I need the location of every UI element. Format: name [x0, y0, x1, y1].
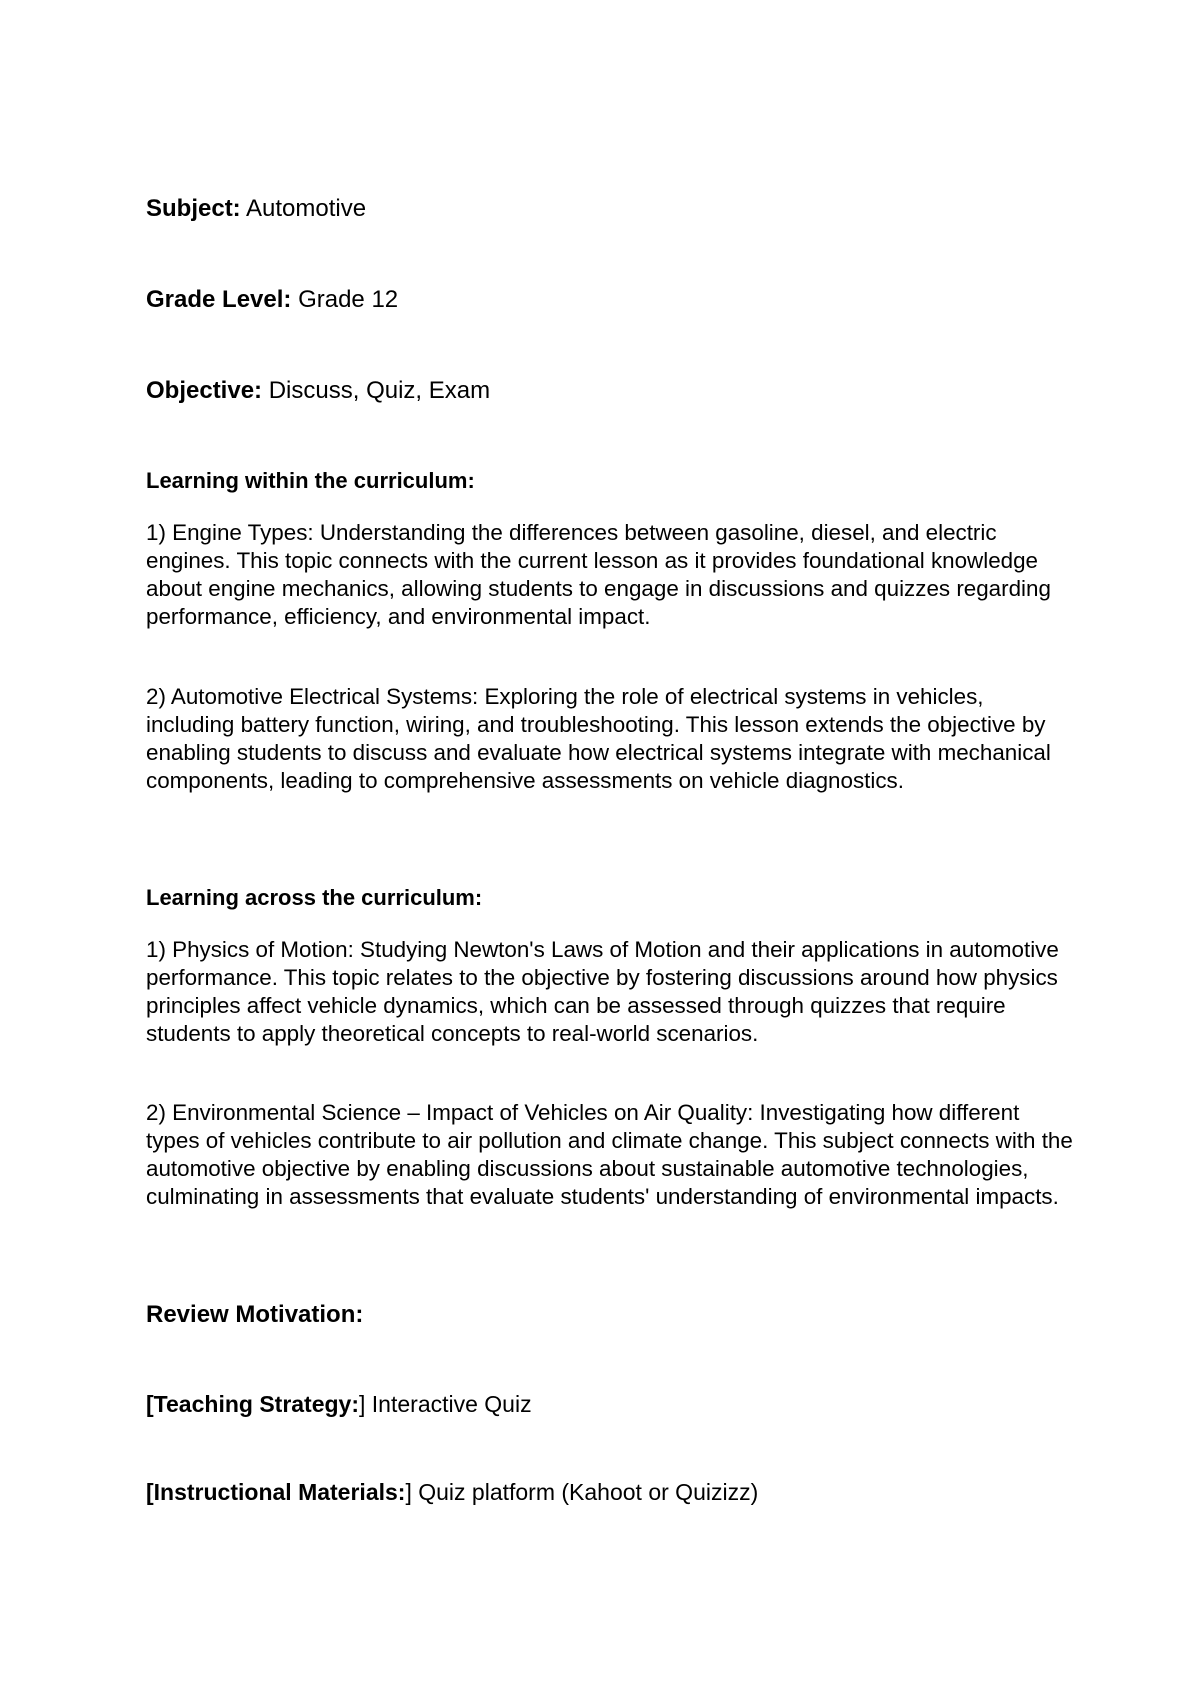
review-motivation-heading: Review Motivation: — [146, 1301, 364, 1328]
learning-across-heading: Learning across the curriculum: — [146, 885, 483, 910]
teaching-strategy-close-bracket: ] — [359, 1391, 366, 1417]
grade-level-value: Grade 12 — [298, 286, 399, 313]
instructional-materials-open-bracket: [ — [146, 1479, 154, 1505]
teaching-strategy-line — [146, 1389, 1076, 1419]
learning-within-item-2: 2) Automotive Electrical Systems: Exploring the role of electrical systems in vehicles, including battery function, wiring, and troubleshooting. This lesson extends the objective by enabling students to discuss and evaluate how electrical systems integrate with mechanical components, leading to comprehensive assessments on vehicle diagnostics. — [146, 684, 1051, 793]
learning-across-item-2: 2) Environmental Science – Impact of Vehicles on Air Quality: Investigating how different types of vehicles contribute to air pollution and climate change. This subject connects with the automotive objective by enabling discussions about sustainable automotive technologies, culminating in assessments that evaluate students' understanding of environmental impacts. — [146, 1100, 1073, 1209]
teaching-strategy-open-bracket: [ — [146, 1391, 154, 1417]
grade-level-label: Grade Level: — [146, 286, 292, 313]
objective-label: Objective: — [146, 377, 263, 404]
subject-line — [146, 194, 1076, 224]
instructional-materials-line — [146, 1477, 1076, 1507]
subject-label: Subject: — [146, 195, 241, 222]
instructional-materials-value: Quiz platform (Kahoot or Quizizz) — [411, 1479, 759, 1505]
teaching-strategy-label: Teaching Strategy: — [153, 1391, 360, 1417]
grade-level-line — [146, 285, 1076, 315]
objective-line — [146, 376, 1076, 406]
objective-value: Discuss, Quiz, Exam — [268, 377, 491, 404]
instructional-materials-close-bracket: ] — [405, 1479, 412, 1505]
learning-within-item-1: 1) Engine Types: Understanding the differences between gasoline, diesel, and electric engines. This topic connects with the current lesson as it provides foundational knowledge about engine mechanics, allowing students to engage in discussions and quizzes regarding performance, efficiency, and environmental impact. — [146, 520, 1051, 629]
instructional-materials-label: Instructional Materials: — [153, 1479, 406, 1505]
learning-across-item-1: 1) Physics of Motion: Studying Newton's Laws of Motion and their applications in automotive performance. This topic relates to the objective by fostering discussions around how physics principles affect vehicle dynamics, which can be assessed through quizzes that require students to apply theoretical concepts to real-world scenarios. — [146, 937, 1059, 1046]
subject-value: Automotive — [246, 195, 367, 222]
learning-within-heading: Learning within the curriculum: — [146, 468, 475, 493]
teaching-strategy-value: Interactive Quiz — [365, 1391, 532, 1417]
